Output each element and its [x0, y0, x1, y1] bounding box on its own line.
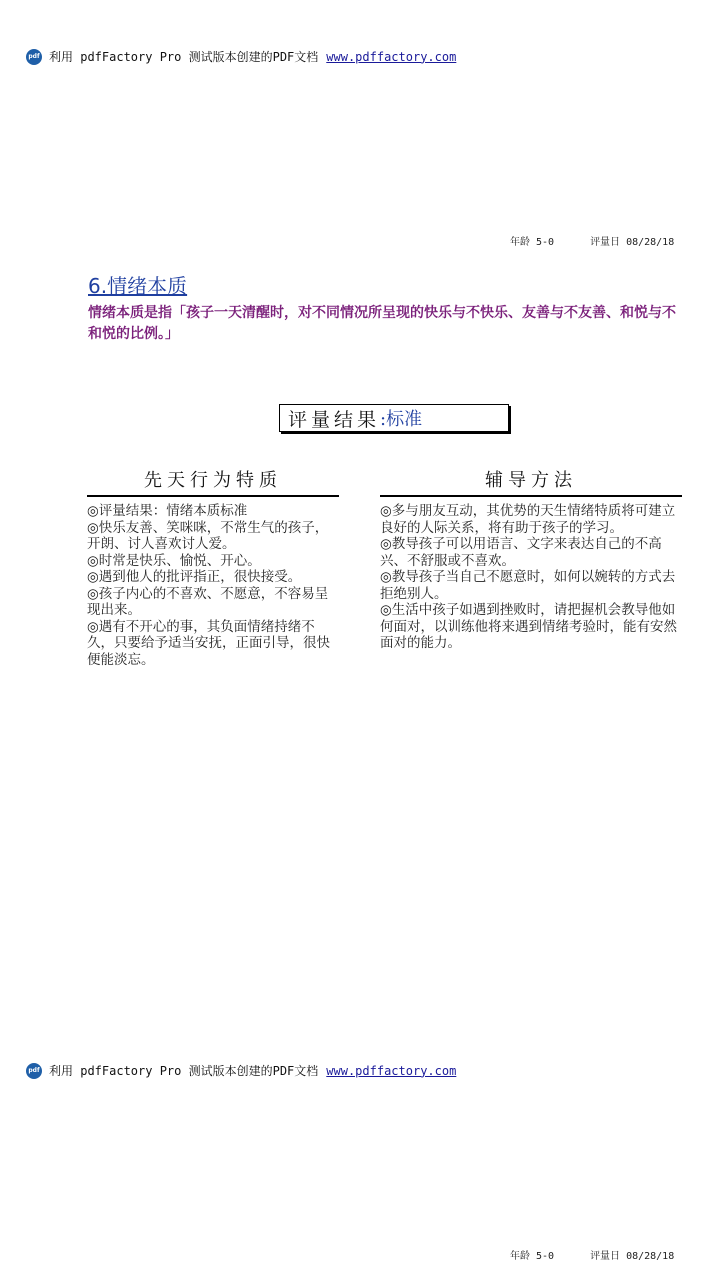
- right-column-body: [380, 497, 678, 652]
- date-value: 08/28/18: [626, 1251, 675, 1262]
- watermark-link[interactable]: www.pdffactory.com: [326, 1063, 457, 1078]
- watermark-banner-top: [26, 48, 456, 65]
- age-label: 年龄: [510, 237, 530, 248]
- list-item: ◎教导孩子可以用语言、文字来表达自己的不高兴、不舒服或不喜欢。: [380, 536, 662, 569]
- list-item: ◎遇有不开心的事，其负面情绪持绪不久，只要给予适当安抚，正面引导，很快便能淡忘。: [87, 618, 330, 668]
- list-item: ◎教导孩子当自己不愿意时，如何以婉转的方式去拒绝别人。: [380, 569, 676, 602]
- watermark-banner-bottom: [26, 1062, 456, 1079]
- right-column-heading: 辅导方法: [380, 466, 682, 497]
- list-item: ◎生活中孩子如遇到挫败时，请把握机会教导他如何面对，以训练他将来遇到情绪考验时，能有安然面对的能力。: [380, 602, 677, 651]
- list-item: ◎遇到他人的批评指正，很快接受。: [87, 569, 302, 585]
- age-value: 5-0: [536, 1251, 555, 1262]
- list-item: ◎评量结果：情绪本质标准: [87, 503, 248, 519]
- date-label: 评量日: [590, 237, 621, 248]
- list-item: ◎时常是快乐、愉悦、开心。: [87, 552, 261, 569]
- result-box: [279, 404, 509, 432]
- page-meta-top: [510, 233, 674, 248]
- section-description: 情绪本质是指「孩子一天清醒时，对不同情况所呈现的快乐与不快乐、友善与不友善、和悦与不和悦的比例。」: [88, 305, 676, 342]
- watermark-link[interactable]: www.pdffactory.com: [326, 49, 457, 64]
- watermark-text: 利用 pdfFactory Pro 测试版本创建的PDF文档: [49, 50, 319, 64]
- result-label: 评量结果: [288, 408, 381, 431]
- list-item: ◎孩子内心的不喜欢、不愿意，不容易呈现出来。: [87, 585, 329, 618]
- page-meta-bottom: [510, 1247, 674, 1262]
- left-column-body: [87, 497, 339, 668]
- date-label: 评量日: [590, 1251, 621, 1262]
- left-column-heading: 先天行为特质: [87, 466, 339, 497]
- watermark-text: 利用 pdfFactory Pro 测试版本创建的PDF文档: [49, 1064, 319, 1078]
- list-item: ◎快乐友善、笑咪咪，不常生气的孩子，开朗、讨人喜欢讨人爱。: [87, 519, 329, 552]
- pdffactory-logo-icon: pdf: [26, 1063, 42, 1079]
- age-value: 5-0: [536, 237, 555, 248]
- section-title: 6.情绪本质: [88, 274, 188, 298]
- list-item: ◎多与朋友互动，其优势的天生情绪特质将可建立良好的人际关系，将有助于孩子的学习。: [380, 503, 676, 536]
- left-column: [87, 466, 339, 668]
- result-value: :标准: [380, 409, 423, 430]
- age-label: 年龄: [510, 1251, 530, 1262]
- pdffactory-logo-icon: pdf: [26, 49, 42, 65]
- date-value: 08/28/18: [626, 237, 675, 248]
- right-column: [380, 466, 682, 652]
